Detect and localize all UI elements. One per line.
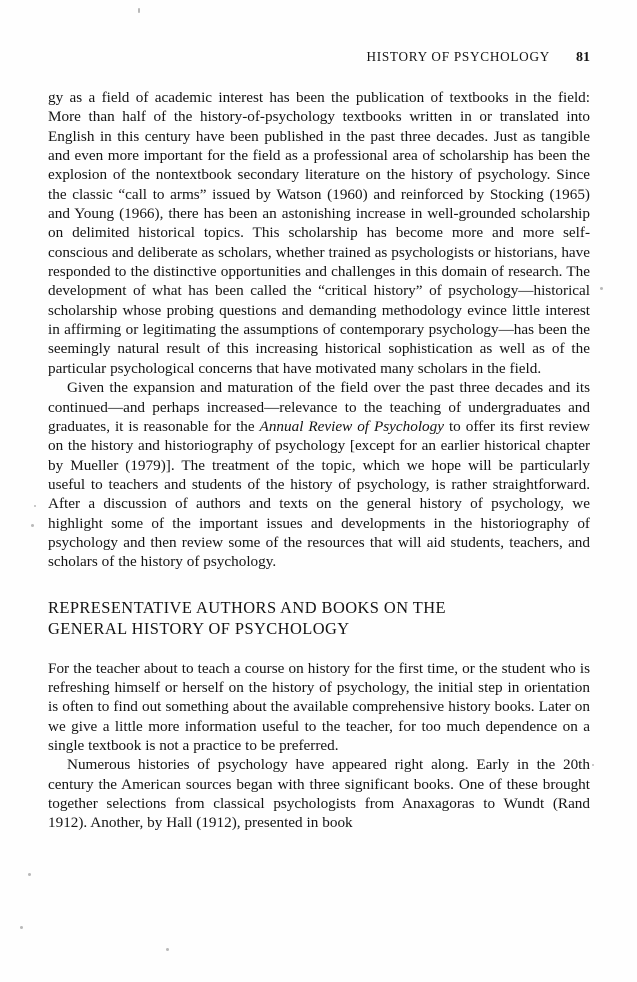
text-column [48,88,590,833]
body-paragraph-1: gy as a field of academic interest has been the publication of textbooks in the field: More than half of the history-of-psychology textbooks written in or translated into English in this century have been published in the past three decades. Just as tangible and even more important for the field as a professional area of scholarship has been the explosion of the nontextbook secondary literature on the history of psychology. Since the classic “call to arms” issued by Watson (1960) and reinforced by Stocking (1965) and Young (1966), there has been an astonishing increase in well-grounded scholarship on delimited historical topics. This scholarship has become more and more self-conscious and deliberate as scholars, whether trained as psychologists or historians, have responded to the distinctive opportunities and challenges in this domain of research. The development of what has been called the “critical history” of psychology—historical scholarship whose probing questions and demanding methodology evince little interest in affirming or legitimating the assumptions of contemporary psychology—has been the seemingly natural result of this increasing historical sophistication as well as of the particular psychological concerns that have motivated many scholars in the field. [48,89,590,377]
paragraph-2-segment-a: Given the expansion and maturation of the field over the past three decades and its continued—and perhaps increased—relevance to the teaching of undergraduates and graduates, it is reasonable for the [48,379,590,435]
page-number: 81 [576,50,590,65]
paragraph-2-segment-b: to offer its first review on the history and historiography of psychology [except for an earlier historical chapter by Mueller (1979)]. The treatment of the topic, which we hope will be particularly useful to teachers and students of the history of psychology, is rather straightforward. After a discussion of authors and texts on the general history of psychology, we highlight some of the important issues and developments in the historiography of psychology and then review some of the resources that will aid students, teachers, and scholars of the history of psychology. [48,417,590,571]
scan-speckle [28,873,31,876]
journal-title-italic: Annual Review of Psychology [259,417,444,435]
scan-speckle [166,948,169,951]
scan-speckle [600,287,603,290]
section-heading-line-1: REPRESENTATIVE AUTHORS AND BOOKS ON THE [48,597,446,617]
section-heading-line-2: GENERAL HISTORY OF PSYCHOLOGY [48,619,350,639]
heading-spacer-below [48,640,590,659]
scan-speckle [31,524,34,527]
scan-speckle [20,926,23,929]
scan-speckle [34,505,36,507]
running-head [48,48,590,66]
heading-spacer-above [48,572,590,597]
running-head-title: HISTORY OF PSYCHOLOGY [366,49,550,64]
scan-speckle [592,764,594,766]
body-paragraph-2 [48,378,590,571]
body-paragraph-3: For the teacher about to teach a course on history for the first time, or the student who is refreshing himself or herself on the history of psychology, the initial step in orientation is often to find out something about the available comprehensive history books. Later on we give a little more information useful to the teacher, for too much dependence on a single textbook is not a practice to be preferred. [48,659,590,754]
body-paragraph-4: Numerous histories of psychology have appeared right along. Early in the 20th century the American sources began with three significant books. One of these brought together selections from classical psychologists from Anaxagoras to Wundt (Rand 1912). Another, by Hall (1912), presented in book [48,756,590,832]
scan-speckle [138,8,140,13]
section-heading [48,597,590,640]
